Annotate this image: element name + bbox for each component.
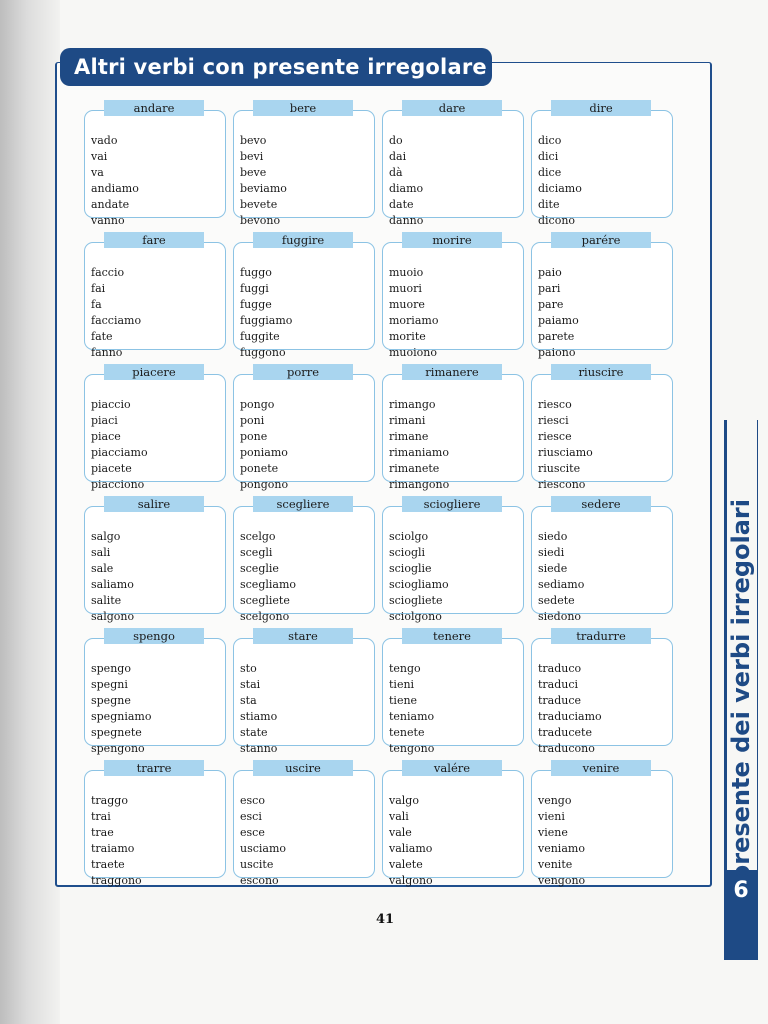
conjugation-form: riesci [538, 414, 569, 427]
verb-card [84, 624, 230, 756]
conjugation-form: salite [91, 594, 122, 607]
conjugation-form: bevi [240, 150, 264, 163]
conjugation-form: vengo [538, 794, 572, 807]
conjugation-form: rimango [389, 398, 436, 411]
verb-card [84, 96, 230, 228]
conjugation-form: piace [91, 430, 121, 443]
conjugation-form: vai [91, 150, 108, 163]
verb-infinitive-label: dire [551, 100, 651, 116]
conjugation-form: paio [538, 266, 562, 279]
conjugation-form: sta [240, 694, 257, 707]
verb-card-box [382, 638, 524, 755]
conjugation-form: ponete [240, 462, 279, 475]
conjugation-form: andiamo [91, 182, 139, 195]
conjugation-form: valgo [389, 794, 419, 807]
conjugation-form: fa [91, 298, 102, 311]
conjugation-form: vale [389, 826, 412, 839]
conjugation-form: sciolgono [389, 610, 442, 623]
conjugation-form: uscite [240, 858, 274, 871]
conjugation-list [389, 265, 438, 361]
conjugation-form: sciogliamo [389, 578, 449, 591]
conjugation-form: traggo [91, 794, 128, 807]
conjugation-form: scelgono [240, 610, 290, 623]
conjugation-form: esci [240, 810, 262, 823]
conjugation-form: rimani [389, 414, 426, 427]
conjugation-form: veniamo [538, 842, 585, 855]
conjugation-list [240, 793, 286, 889]
conjugation-list [538, 133, 582, 229]
verb-card-box [531, 110, 673, 227]
conjugation-form: tengo [389, 662, 421, 675]
verb-card [531, 624, 677, 756]
conjugation-form: dico [538, 134, 562, 147]
verb-card-box [382, 770, 524, 887]
conjugation-form: poni [240, 414, 265, 427]
verb-card-box [84, 374, 226, 491]
conjugation-list [240, 265, 292, 361]
conjugation-list [240, 397, 288, 493]
conjugation-form: muoio [389, 266, 424, 279]
conjugation-form: va [91, 166, 104, 179]
verb-card [233, 492, 379, 624]
conjugation-form: scelgo [240, 530, 276, 543]
conjugation-form: fuggo [240, 266, 272, 279]
verb-card [382, 624, 528, 756]
conjugation-form: dai [389, 150, 407, 163]
verb-infinitive-label: sedere [551, 496, 651, 512]
conjugation-list [91, 133, 139, 229]
conjugation-form: paiono [538, 346, 576, 359]
conjugation-form: trai [91, 810, 111, 823]
conjugation-form: traduce [538, 694, 582, 707]
verb-infinitive-label: dare [402, 100, 502, 116]
verb-card-box [382, 374, 524, 491]
verb-card-box [233, 110, 375, 227]
conjugation-form: rimangono [389, 478, 450, 491]
conjugation-list [91, 793, 142, 889]
conjugation-form: bevete [240, 198, 278, 211]
conjugation-form: pari [538, 282, 561, 295]
conjugation-list [389, 529, 449, 625]
conjugation-form: traduco [538, 662, 582, 675]
conjugation-form: valiamo [389, 842, 433, 855]
verb-card-box [233, 242, 375, 359]
conjugation-form: fuggite [240, 330, 280, 343]
conjugation-form: beve [240, 166, 267, 179]
conjugation-form: vali [389, 810, 409, 823]
verb-card [84, 228, 230, 360]
chapter-side-label-text: presente dei verbi irregolari [727, 498, 755, 882]
conjugation-form: siedo [538, 530, 568, 543]
verb-card-box [382, 506, 524, 623]
conjugation-form: riuscite [538, 462, 581, 475]
conjugation-form: muoiono [389, 346, 437, 359]
conjugation-form: date [389, 198, 414, 211]
book-spine-shadow [0, 0, 60, 1024]
conjugation-form: stai [240, 678, 261, 691]
verb-card [233, 228, 379, 360]
verb-card-box [531, 242, 673, 359]
verb-card-box [531, 506, 673, 623]
conjugation-form: trae [91, 826, 114, 839]
conjugation-form: sale [91, 562, 114, 575]
conjugation-form: siede [538, 562, 568, 575]
page-title: Altri verbi con presente irregolare [60, 48, 492, 86]
verb-infinitive-label: sciogliere [402, 496, 502, 512]
conjugation-form: viene [538, 826, 568, 839]
verb-infinitive-label: valére [402, 760, 502, 776]
conjugation-form: stanno [240, 742, 278, 755]
conjugation-form: sali [91, 546, 111, 559]
conjugation-list [538, 793, 585, 889]
conjugation-form: spengo [91, 662, 131, 675]
conjugation-form: traducono [538, 742, 595, 755]
verb-infinitive-label: morire [402, 232, 502, 248]
verb-card [531, 360, 677, 492]
verb-card [382, 96, 528, 228]
verb-card-box [84, 506, 226, 623]
verb-infinitive-label: rimanere [402, 364, 502, 380]
conjugation-form: bevo [240, 134, 267, 147]
conjugation-form: parete [538, 330, 575, 343]
verb-infinitive-label: parére [551, 232, 651, 248]
conjugation-form: muori [389, 282, 422, 295]
conjugation-list [538, 661, 602, 757]
verb-card-box [233, 374, 375, 491]
conjugation-form: diciamo [538, 182, 582, 195]
conjugation-form: usciamo [240, 842, 287, 855]
conjugation-form: esce [240, 826, 265, 839]
verb-card-box [233, 638, 375, 755]
conjugation-form: sciolgo [389, 530, 429, 543]
conjugation-form: siedi [538, 546, 565, 559]
conjugation-list [389, 397, 449, 493]
conjugation-form: do [389, 134, 403, 147]
conjugation-form: riescono [538, 478, 586, 491]
conjugation-form: escono [240, 874, 279, 887]
verb-card [531, 492, 677, 624]
conjugation-form: spegni [91, 678, 128, 691]
verb-card [233, 624, 379, 756]
conjugation-list [389, 793, 433, 889]
conjugation-form: sedete [538, 594, 575, 607]
conjugation-form: rimaniamo [389, 446, 449, 459]
verb-card-box [531, 770, 673, 887]
conjugation-form: vanno [91, 214, 125, 227]
conjugation-form: vado [91, 134, 118, 147]
conjugation-form: scegli [240, 546, 273, 559]
conjugation-form: riesco [538, 398, 572, 411]
conjugation-form: fai [91, 282, 106, 295]
verb-infinitive-label: tenere [402, 628, 502, 644]
verb-infinitive-label: tradurre [551, 628, 651, 644]
conjugation-form: vengono [538, 874, 586, 887]
conjugation-form: pare [538, 298, 564, 311]
verb-infinitive-label: trarre [104, 760, 204, 776]
conjugation-form: riusciamo [538, 446, 593, 459]
verb-card-box [531, 374, 673, 491]
conjugation-form: teniamo [389, 710, 435, 723]
verb-card [233, 360, 379, 492]
conjugation-form: fuggi [240, 282, 269, 295]
conjugation-form: siedono [538, 610, 582, 623]
conjugation-form: traiamo [91, 842, 135, 855]
conjugation-form: paiamo [538, 314, 579, 327]
verb-infinitive-label: riuscire [551, 364, 651, 380]
conjugation-form: traduciamo [538, 710, 602, 723]
verb-card-box [84, 242, 226, 359]
verb-card [531, 96, 677, 228]
conjugation-list [538, 529, 584, 625]
verb-infinitive-label: fare [104, 232, 204, 248]
conjugation-form: spegniamo [91, 710, 152, 723]
verb-card-box [382, 242, 524, 359]
conjugation-form: traducete [538, 726, 592, 739]
verb-card-box [233, 770, 375, 887]
verb-card-box [84, 638, 226, 755]
verb-infinitive-label: salire [104, 496, 204, 512]
conjugation-form: saliamo [91, 578, 134, 591]
conjugation-form: traduci [538, 678, 579, 691]
conjugation-form: salgo [91, 530, 121, 543]
conjugation-form: dà [389, 166, 403, 179]
page-number: 41 [376, 912, 395, 927]
conjugation-list [240, 661, 277, 757]
conjugation-form: bevono [240, 214, 281, 227]
verb-card-box [84, 770, 226, 887]
verb-card [84, 360, 230, 492]
conjugation-form: rimanete [389, 462, 440, 475]
verb-card [382, 756, 528, 888]
conjugation-form: tenete [389, 726, 425, 739]
verb-infinitive-label: scegliere [253, 496, 353, 512]
verb-infinitive-label: porre [253, 364, 353, 380]
conjugation-form: fuggiamo [240, 314, 293, 327]
verb-card [84, 756, 230, 888]
conjugation-form: morite [389, 330, 426, 343]
conjugation-form: dici [538, 150, 559, 163]
conjugation-form: moriamo [389, 314, 439, 327]
verb-infinitive-label: piacere [104, 364, 204, 380]
conjugation-list [91, 661, 151, 757]
conjugation-form: venite [538, 858, 573, 871]
conjugation-form: danno [389, 214, 424, 227]
conjugation-form: dice [538, 166, 562, 179]
verb-card [233, 96, 379, 228]
verb-card-box [233, 506, 375, 623]
conjugation-form: traete [91, 858, 125, 871]
conjugation-form: spegne [91, 694, 131, 707]
conjugation-list [240, 529, 296, 625]
conjugation-list [389, 133, 423, 229]
conjugation-form: sciogliete [389, 594, 443, 607]
conjugation-form: vieni [538, 810, 565, 823]
verb-grid [84, 96, 677, 888]
conjugation-form: valgono [389, 874, 433, 887]
conjugation-form: dicono [538, 214, 576, 227]
verb-card-box [84, 110, 226, 227]
conjugation-form: scegliete [240, 594, 290, 607]
conjugation-form: poniamo [240, 446, 288, 459]
conjugation-form: tiene [389, 694, 418, 707]
conjugation-list [538, 265, 579, 361]
conjugation-list [91, 529, 134, 625]
conjugation-form: tieni [389, 678, 415, 691]
conjugation-form: tengono [389, 742, 435, 755]
conjugation-list [389, 661, 434, 757]
conjugation-list [91, 397, 148, 493]
conjugation-form: pongo [240, 398, 275, 411]
verb-card [531, 228, 677, 360]
conjugation-form: esco [240, 794, 265, 807]
conjugation-form: sto [240, 662, 257, 675]
verb-card [233, 756, 379, 888]
verb-infinitive-label: andare [104, 100, 204, 116]
conjugation-list [91, 265, 141, 361]
conjugation-form: piaci [91, 414, 118, 427]
verb-card [531, 756, 677, 888]
conjugation-form: dite [538, 198, 560, 211]
verb-card [382, 360, 528, 492]
conjugation-form: state [240, 726, 268, 739]
conjugation-form: faccio [91, 266, 125, 279]
conjugation-form: fuggono [240, 346, 286, 359]
conjugation-form: sediamo [538, 578, 585, 591]
conjugation-form: piacete [91, 462, 132, 475]
conjugation-form: valete [389, 858, 423, 871]
conjugation-form: muore [389, 298, 425, 311]
conjugation-form: beviamo [240, 182, 287, 195]
conjugation-form: traggono [91, 874, 142, 887]
verb-infinitive-label: uscire [253, 760, 353, 776]
conjugation-form: salgono [91, 610, 135, 623]
conjugation-form: spegnete [91, 726, 142, 739]
verb-card [84, 492, 230, 624]
verb-infinitive-label: stare [253, 628, 353, 644]
conjugation-form: stiamo [240, 710, 278, 723]
conjugation-form: andate [91, 198, 130, 211]
chapter-number: 6 [733, 877, 749, 903]
conjugation-form: diamo [389, 182, 424, 195]
conjugation-form: pone [240, 430, 268, 443]
verb-infinitive-label: spengo [104, 628, 204, 644]
conjugation-form: piacciamo [91, 446, 148, 459]
verb-infinitive-label: venire [551, 760, 651, 776]
conjugation-form: pongono [240, 478, 289, 491]
conjugation-form: facciamo [91, 314, 142, 327]
conjugation-form: fate [91, 330, 113, 343]
verb-card-box [382, 110, 524, 227]
conjugation-form: scegliamo [240, 578, 297, 591]
verb-card [382, 228, 528, 360]
conjugation-form: scioglie [389, 562, 432, 575]
conjugation-form: piaccio [91, 398, 131, 411]
conjugation-list [538, 397, 593, 493]
conjugation-form: fugge [240, 298, 272, 311]
conjugation-form: rimane [389, 430, 429, 443]
conjugation-form: fanno [91, 346, 123, 359]
conjugation-form: sceglie [240, 562, 279, 575]
verb-infinitive-label: fuggire [253, 232, 353, 248]
verb-card-box [531, 638, 673, 755]
verb-card [382, 492, 528, 624]
conjugation-form: piacciono [91, 478, 145, 491]
conjugation-form: spengono [91, 742, 145, 755]
verb-infinitive-label: bere [253, 100, 353, 116]
conjugation-list [240, 133, 287, 229]
conjugation-form: sciogli [389, 546, 426, 559]
conjugation-form: riesce [538, 430, 572, 443]
